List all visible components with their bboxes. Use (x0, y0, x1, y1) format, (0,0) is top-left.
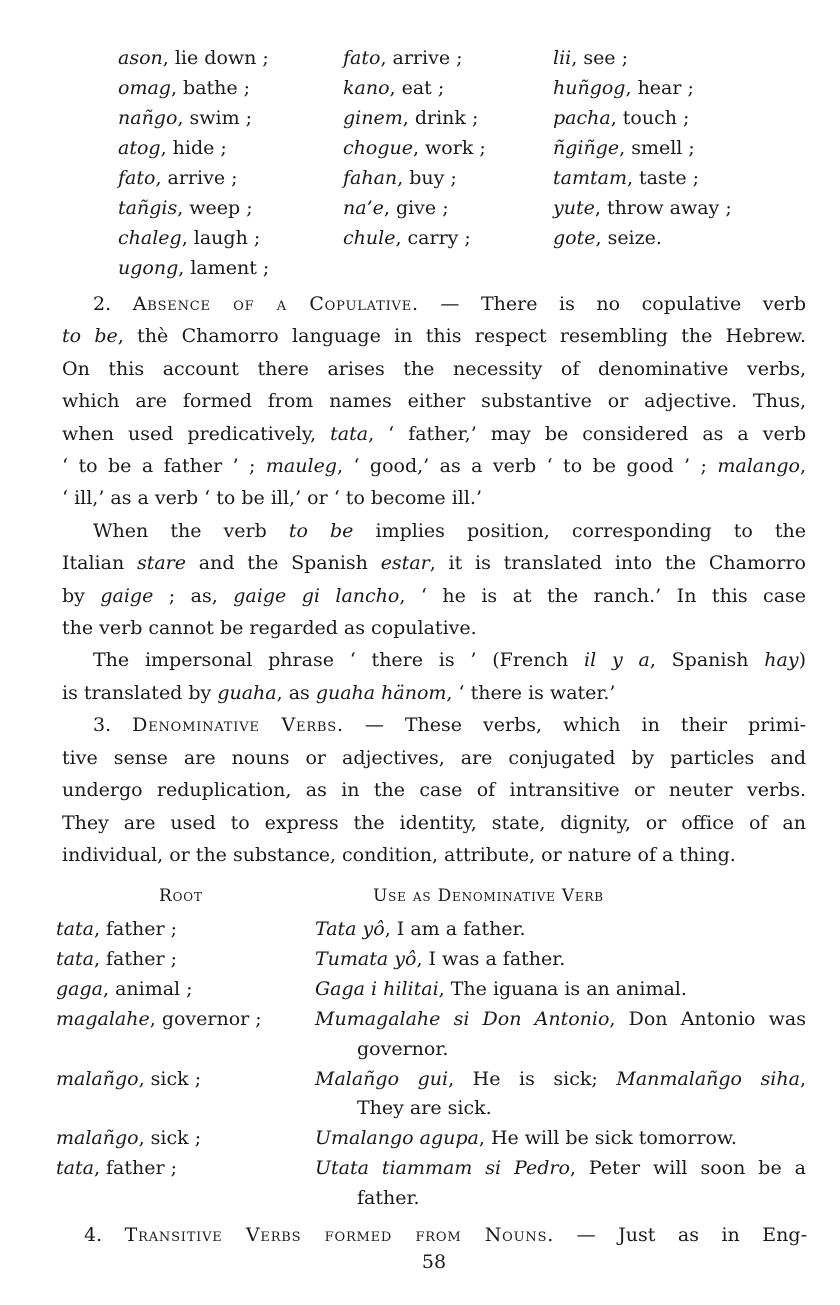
word-gloss: , drink ; (402, 107, 479, 129)
text-line (62, 320, 806, 352)
word-item (118, 73, 343, 103)
root-cell (56, 975, 315, 1005)
italic-term: Utata tiammam si Pedro (315, 1157, 570, 1180)
paragraph (62, 644, 806, 709)
chamorro-word: ugong (118, 257, 179, 279)
text-line (62, 742, 806, 774)
word-item (118, 253, 343, 283)
italic-term: to be (288, 519, 354, 542)
text-run: when used predicatively, (62, 422, 331, 445)
use-cell (315, 1005, 806, 1065)
text-run: ‘ to be a father ’ ; (62, 455, 266, 478)
text-run: On this account there arises the necessity of denominative verbs, (62, 357, 806, 380)
word-gloss: , work ; (412, 137, 486, 159)
chamorro-word: fato (118, 167, 156, 189)
table-row (56, 975, 808, 1005)
text-run: , (799, 455, 807, 478)
use-cell (315, 915, 806, 945)
text-run: 3. (93, 714, 133, 737)
table-header-root: Root (159, 886, 203, 906)
body-text (62, 288, 806, 871)
text-line (62, 774, 806, 806)
text-run: , father ; (93, 947, 178, 970)
italic-term: Malañgo gui (315, 1067, 449, 1090)
word-item (553, 223, 803, 253)
text-run: , father ; (93, 918, 178, 940)
text-run: , Don Antonio was (609, 1007, 806, 1030)
italic-term: Umalango agupa (315, 1127, 479, 1150)
text-run: ‘ ill,’ as a verb ‘ to be ill,’ or ‘ to become ill.’ (62, 487, 483, 510)
italic-term: estar (380, 552, 430, 575)
page-number: 58 (421, 1251, 447, 1273)
text-run: by (62, 584, 101, 607)
italic-term: malañgo (56, 1127, 139, 1150)
text-run: , The iguana is an animal. (438, 977, 687, 1000)
chamorro-word: atog (118, 137, 161, 159)
italic-term: tata (56, 947, 94, 970)
word-item (553, 163, 803, 193)
italic-term: tata (56, 918, 94, 940)
chamorro-word: fato (343, 47, 381, 69)
text-run: , as (276, 681, 316, 704)
use-cell (315, 1124, 806, 1154)
text-run: 4. (84, 1224, 125, 1246)
text-run: , He is sick; (448, 1067, 617, 1090)
text-line (62, 839, 806, 871)
italic-term: guaha (217, 681, 277, 704)
root-table (56, 884, 808, 1214)
word-gloss: , arrive ; (155, 167, 238, 189)
table-header-use: Use as Denominative Verb (373, 886, 604, 906)
paragraph (62, 288, 806, 515)
word-gloss: , eat ; (389, 77, 445, 99)
text-run: the verb cannot be regarded as copulative. (62, 617, 477, 640)
word-item (553, 193, 803, 223)
italic-term: to be (62, 325, 118, 348)
text-run: , ‘ there is water.’ (446, 681, 616, 704)
chamorro-word: lii (553, 47, 572, 69)
text-line (62, 677, 806, 709)
text-line (62, 547, 806, 579)
text-line (62, 353, 806, 385)
chamorro-word: chaleg (118, 227, 182, 249)
italic-term: tata (56, 1157, 94, 1180)
chamorro-word: chule (343, 227, 396, 249)
text-run: , animal ; (102, 977, 193, 1000)
table-header (56, 884, 808, 915)
word-list-column (553, 43, 803, 283)
chamorro-word: omag (118, 77, 171, 99)
chamorro-word: tamtam (553, 167, 627, 189)
use-cell (315, 1154, 806, 1214)
text-line (62, 482, 806, 514)
word-gloss: , weep ; (177, 197, 253, 219)
word-item (343, 103, 553, 133)
text-run: , ‘ father,’ may be considered as a verb (368, 422, 806, 445)
italic-term: Gaga i hilitai (315, 977, 439, 1000)
word-gloss: , carry ; (395, 227, 471, 249)
word-item (343, 223, 553, 253)
text-run: — There is no copulative verb (418, 293, 806, 315)
text-line (62, 385, 806, 417)
word-item (343, 73, 553, 103)
word-gloss: , throw away ; (594, 197, 732, 219)
text-run: , ‘ good,’ as a verb ‘ to be good ’ ; (336, 455, 718, 478)
use-cell (315, 975, 806, 1005)
table-row (56, 945, 808, 975)
italic-term: il y a (584, 649, 650, 672)
word-list-column (343, 43, 553, 283)
text-line (62, 709, 806, 741)
root-cell (56, 1065, 315, 1125)
small-caps-heading: Absence of a Copulative. (132, 293, 419, 315)
italic-term: gaige (100, 584, 154, 607)
word-gloss: , give ; (383, 197, 449, 219)
text-run: , (799, 1067, 806, 1090)
text-run: , sick ; (138, 1127, 202, 1150)
use-line (315, 1094, 806, 1124)
text-run: , sick ; (138, 1067, 202, 1090)
text-run: , I was a father. (416, 947, 566, 970)
word-item (553, 103, 803, 133)
paragraph (62, 515, 806, 645)
text-run: , father ; (93, 1157, 178, 1180)
italic-term: Manmalañgo siha (616, 1067, 800, 1090)
word-item (343, 133, 553, 163)
text-line (62, 580, 806, 612)
root-cell (56, 1005, 315, 1065)
text-run: is translated by (62, 681, 218, 704)
word-gloss: , touch ; (610, 107, 690, 129)
chamorro-word: huñgog (553, 77, 626, 99)
text-line (62, 450, 806, 482)
table-row (56, 1154, 808, 1214)
word-item (343, 43, 553, 73)
text-run: ) (798, 649, 806, 672)
chamorro-word: kano (343, 77, 390, 99)
use-cell (315, 1065, 806, 1125)
root-cell (56, 1124, 315, 1154)
use-line (315, 945, 806, 975)
text-run: , it is translated into the Chamorro (429, 552, 806, 575)
word-item (553, 133, 803, 163)
word-gloss: , lie down ; (162, 47, 269, 69)
italic-term: malañgo (56, 1067, 139, 1090)
text-run: They are sick. (357, 1097, 492, 1120)
text-run: When the verb (93, 519, 289, 542)
table-row (56, 1005, 808, 1065)
text-run: ; as, (153, 584, 234, 607)
text-run: , ‘ he is at the ranch.’ In this case (399, 584, 807, 607)
text-run: , Spanish (649, 649, 765, 672)
italic-term: Tata yô (315, 918, 385, 940)
italic-term: gaga (56, 977, 103, 1000)
text-run: implies position, corresponding to the (353, 519, 806, 542)
text-line (62, 644, 806, 676)
chamorro-word: yute (553, 197, 595, 219)
text-run: 2. (93, 293, 133, 315)
word-item (343, 193, 553, 223)
word-gloss: , swim ; (177, 107, 253, 129)
italic-term: Mumagalahe si Don Antonio (315, 1007, 610, 1030)
text-run: and the Spanish (186, 552, 381, 575)
root-cell (56, 945, 315, 975)
word-item (118, 193, 343, 223)
word-gloss: , hide ; (160, 137, 227, 159)
italic-term: Tumata yô (315, 947, 417, 970)
word-gloss: , seize. (595, 227, 662, 249)
chamorro-word: ginem (343, 107, 403, 129)
word-gloss: , taste ; (626, 167, 700, 189)
table-row (56, 1124, 808, 1154)
italic-term: gaige gi lancho (233, 584, 400, 607)
text-run: , thè Chamorro language in this respect resembling the Hebrew. (117, 325, 806, 348)
section-4-heading-line (62, 1220, 807, 1250)
text-run: , He will be sick tomorrow. (478, 1127, 737, 1150)
italic-term: tata (330, 422, 369, 445)
italic-term: malango (717, 455, 800, 478)
chamorro-word: ñgiñge (553, 137, 620, 159)
word-gloss: , buy ; (397, 167, 457, 189)
word-item (118, 223, 343, 253)
text-run: Italian (62, 552, 137, 575)
word-list (118, 43, 820, 283)
text-run: — Just as in Eng- (554, 1224, 807, 1246)
use-line (315, 1124, 806, 1154)
word-item (118, 133, 343, 163)
word-gloss: , see ; (571, 47, 628, 69)
text-run: tive sense are nouns or adjectives, are conjugated by particles and (62, 746, 806, 769)
text-line (62, 612, 806, 644)
use-line (315, 1035, 806, 1065)
italic-term: guaha hänom (315, 681, 447, 704)
word-item (118, 163, 343, 193)
text-run: — These verbs, which in their primi- (343, 714, 806, 737)
chamorro-word: ason (118, 47, 163, 69)
small-caps-heading: Denominative Verbs. (132, 714, 344, 737)
paragraph (62, 709, 806, 871)
chamorro-word: fahan (343, 167, 398, 189)
text-line (62, 807, 806, 839)
word-gloss: , bathe ; (170, 77, 251, 99)
text-line (62, 515, 806, 547)
table-body (56, 915, 808, 1214)
text-run: father. (357, 1187, 420, 1210)
text-run: governor. (357, 1037, 449, 1060)
text-run: which are formed from names either substantive or adjective. Thus, (62, 390, 806, 413)
chamorro-word: tañgis (118, 197, 178, 219)
small-caps-heading: Transitive Verbs formed from Nouns. (124, 1224, 555, 1246)
chamorro-word: gote (553, 227, 596, 249)
text-run: , governor ; (149, 1007, 262, 1030)
text-line (62, 418, 806, 450)
chamorro-word: chogue (343, 137, 413, 159)
word-item (343, 163, 553, 193)
word-item (118, 43, 343, 73)
text-run: , Peter will soon be a (569, 1157, 806, 1180)
word-list-column (118, 43, 343, 283)
italic-term: hay (764, 649, 799, 672)
use-line (315, 1184, 806, 1214)
text-run: , I am a father. (384, 918, 526, 940)
root-cell (56, 915, 315, 945)
italic-term: stare (136, 552, 186, 575)
italic-term: magalahe (56, 1007, 150, 1030)
word-item (553, 73, 803, 103)
use-cell (315, 945, 806, 975)
word-gloss: , arrive ; (380, 47, 463, 69)
use-line (315, 915, 806, 945)
table-row (56, 1065, 808, 1125)
word-gloss: , lament ; (178, 257, 270, 279)
chamorro-word: nañgo (118, 107, 178, 129)
word-gloss: , laugh ; (181, 227, 261, 249)
chamorro-word: na’e (343, 197, 384, 219)
text-run: The impersonal phrase ‘ there is ’ (French (93, 649, 585, 672)
use-line (315, 1154, 806, 1184)
use-line (315, 1065, 806, 1095)
text-run: undergo reduplication, as in the case of intransitive or neuter verbs. (62, 779, 806, 802)
root-cell (56, 1154, 315, 1214)
text-line (62, 288, 806, 320)
word-gloss: , smell ; (619, 137, 695, 159)
text-run: They are used to express the identity, state, dignity, or office of an (62, 811, 806, 834)
use-line (315, 1005, 806, 1035)
word-gloss: , hear ; (625, 77, 694, 99)
chamorro-word: pacha (553, 107, 611, 129)
word-item (553, 43, 803, 73)
use-line (315, 975, 806, 1005)
table-row (56, 915, 808, 945)
word-item (118, 103, 343, 133)
italic-term: mauleg (265, 455, 337, 478)
text-run: individual, or the substance, condition, attribute, or nature of a thing. (62, 843, 736, 866)
